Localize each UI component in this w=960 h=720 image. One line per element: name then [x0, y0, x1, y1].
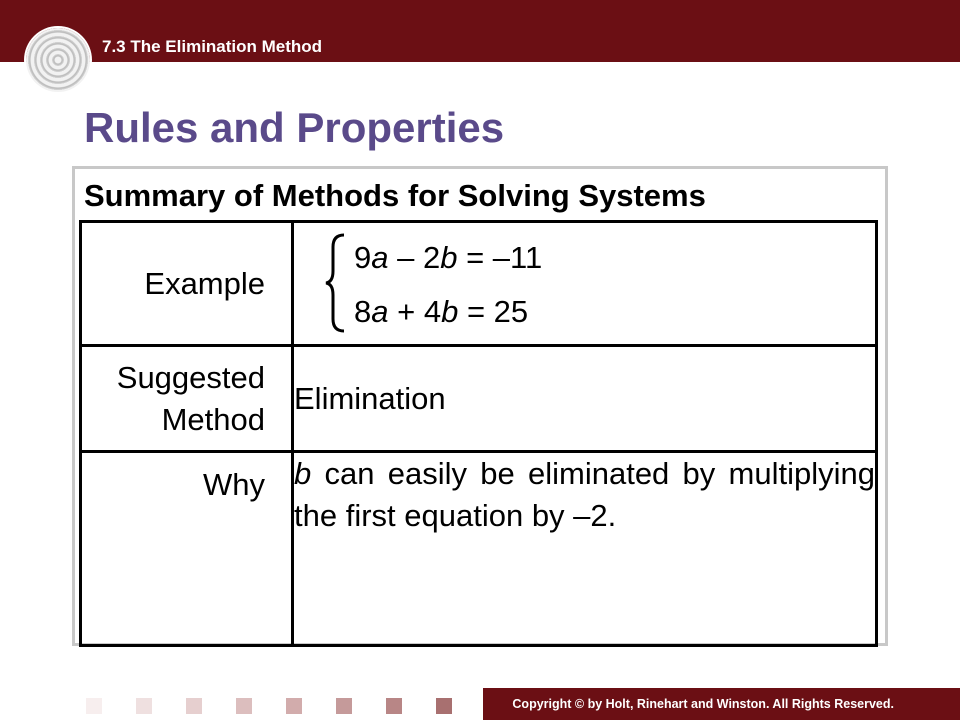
table-row — [81, 346, 877, 452]
left-brace-icon — [324, 233, 346, 333]
equation-1: 9a – 2b = –11 — [354, 240, 543, 275]
table-row — [81, 222, 877, 346]
footer-square — [436, 698, 452, 714]
panel-title: Summary of Methods for Solving Systems — [84, 178, 706, 213]
suggested-method-value: Elimination — [293, 346, 877, 452]
row-label-suggested-method: Suggested Method — [81, 346, 293, 452]
footer-square — [386, 698, 402, 714]
row-label-example: Example — [81, 222, 293, 346]
footer-square — [286, 698, 302, 714]
page-title: Rules and Properties — [84, 104, 505, 151]
footer-square — [86, 698, 102, 714]
section-label: 7.3 The Elimination Method — [102, 37, 323, 56]
row-label-why: Why — [81, 452, 293, 646]
footer-square — [336, 698, 352, 714]
footer-square — [236, 698, 252, 714]
copyright-text: Copyright © by Holt, Rinehart and Winston. All Rights Reserved. — [512, 697, 894, 711]
example-cell — [293, 222, 877, 346]
footer-square — [136, 698, 152, 714]
logo-icon — [26, 28, 90, 92]
equation-2: 8a + 4b = 25 — [354, 294, 529, 329]
table-row — [81, 452, 877, 646]
why-text: b can easily be eliminated by multiplying the first equation by –2. — [293, 452, 877, 646]
summary-table — [79, 220, 878, 647]
footer-square — [186, 698, 202, 714]
